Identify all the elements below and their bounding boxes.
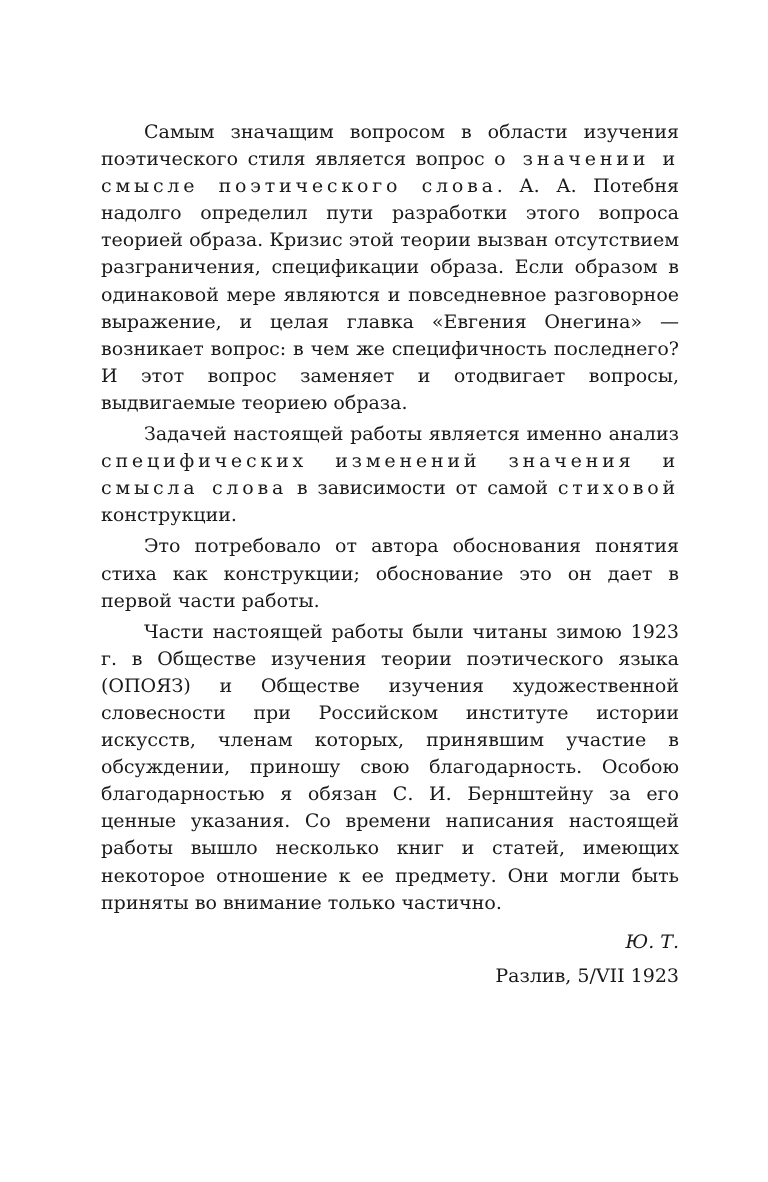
- paragraph-2-spaced-phrase: специфических изменений значения и смысла слова: [101, 450, 679, 500]
- place-and-date: Разлив, 5/VII 1923: [495, 964, 679, 987]
- paragraph-1-part-a: Самым значащим вопросом в области изучения поэтического стиля является вопрос: [101, 121, 679, 171]
- paragraph-3: Это потребовало от автора обоснования понятия стиха как конструкции; обоснование это он дает в первой части работы.: [101, 535, 679, 612]
- signature-block: [101, 925, 679, 993]
- paragraph-2-spaced-word: стиховой: [557, 477, 679, 500]
- paragraph-2: [101, 421, 679, 529]
- paragraph-1-part-c: . А. А. Потебня надолго определил пути разработки этого вопроса теорией образа. Кризис этой теории вызван отсутствием разграничения, спецификации образа. Если образом в одинаковой мере являются и повседневное разговорное выражение, и целая главка «Евгения Онегина» — возникает вопрос: в чем же специфичность последнего? И этот вопрос заменяет и отодвигает вопросы, выдвигаемые теориею образа.: [101, 175, 679, 414]
- preface-text-block: [101, 119, 679, 993]
- paragraph-2-part-c: в зависимости от самой: [287, 477, 558, 500]
- paragraph-2-part-e: конструкции.: [101, 504, 237, 527]
- paragraph-4: Части настоящей работы были читаны зимою 1923 г. в Обществе изучения теории поэтического языка (ОПОЯЗ) и Обществе изучения художественной словесности при Российском институте истории искусств, членам которых, принявшим участие в обсуждении, приношу свою благодарность. Особою благодарностью я обязан С. И. Бернштейну за его ценные указания. Со времени написания настоящей работы вышло несколько книг и статей, имеющих некоторое отношение к ее предмету. Они могли быть приняты во внимание только частично.: [101, 620, 679, 914]
- paragraph-2-part-a: Задачей настоящей работы является именно анализ: [144, 423, 679, 446]
- author-initials: Ю. Т.: [625, 930, 679, 953]
- paragraph-1-spaced-phrase: о значении и смысле поэтического слова: [101, 148, 679, 198]
- paragraph-1: [101, 119, 679, 417]
